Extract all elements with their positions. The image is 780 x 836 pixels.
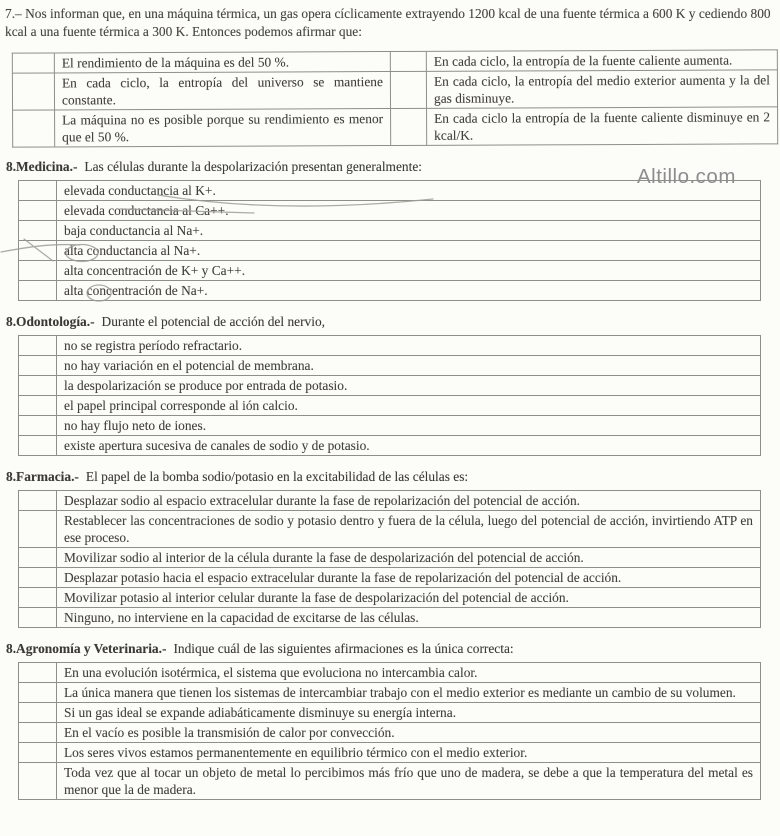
option-row	[19, 743, 761, 763]
option-row	[19, 511, 761, 548]
option-text: Restablecer las concentraciones de sodio y potasio dentro y fuera de la célula, luego del potencial de acción, invirtiendo ATP en ese proceso.	[57, 511, 761, 548]
option-row	[19, 261, 761, 281]
option-row	[19, 568, 761, 588]
option-row	[19, 396, 761, 416]
answer-box[interactable]	[12, 73, 54, 110]
section-label: 8.Agronomía y Veterinaria.-	[6, 641, 167, 656]
section-label: 8.Medicina.-	[6, 159, 78, 174]
agronomia-table-wrap	[18, 662, 760, 800]
farmacia-answer-table	[18, 490, 761, 628]
option-row	[19, 491, 761, 511]
option-text: el papel principal corresponde al ión calcio.	[57, 396, 761, 416]
answer-box[interactable]	[19, 743, 57, 763]
option-row	[19, 723, 761, 743]
answer-box[interactable]	[19, 261, 57, 281]
option-text: alta concentración de K+ y Ca++.	[57, 261, 761, 281]
option-text: En cada ciclo la entropía de la fuente caliente disminuye en 2 kcal/K.	[427, 107, 778, 146]
option-row	[19, 588, 761, 608]
medicina-table-wrap	[18, 180, 760, 301]
odontologia-answer-table	[18, 335, 761, 456]
answer-box[interactable]	[12, 53, 54, 73]
option-text: Movilizar potasio al interior celular durante la fase de despolarización del potencial de acción.	[57, 588, 761, 608]
answer-box[interactable]	[19, 588, 57, 608]
answer-box[interactable]	[19, 336, 57, 356]
table-row	[13, 107, 778, 147]
option-text: alta conductancia al Na+.	[57, 241, 761, 261]
option-text: no hay flujo neto de iones.	[57, 416, 761, 436]
answer-box[interactable]	[19, 491, 57, 511]
option-text: elevada conductancia al K+.	[57, 181, 761, 201]
option-text: La única manera que tienen los sistemas de intercambiar trabajo con el medio exterior es mediante un cambio de su volumen.	[57, 683, 761, 703]
option-text: no hay variación en el potencial de membrana.	[57, 356, 761, 376]
option-row	[19, 356, 761, 376]
option-row	[19, 221, 761, 241]
answer-box[interactable]	[19, 548, 57, 568]
answer-box[interactable]	[19, 723, 57, 743]
option-row	[19, 336, 761, 356]
option-row	[19, 663, 761, 683]
answer-box[interactable]	[19, 281, 57, 301]
answer-box[interactable]	[19, 396, 57, 416]
option-row	[19, 281, 761, 301]
section-label: 8.Odontología.-	[6, 314, 95, 329]
answer-box[interactable]	[19, 663, 57, 683]
answer-box[interactable]	[19, 436, 57, 456]
answer-box[interactable]	[390, 51, 426, 71]
option-row	[19, 201, 761, 221]
section-heading-farmacia	[6, 469, 774, 485]
option-text: Toda vez que al tocar un objeto de metal lo percibimos más frío que uno de madera, se debe a que la temperatura del metal es menor que la de madera.	[57, 763, 761, 800]
option-text: Si un gas ideal se expande adiabáticamente disminuye su energía interna.	[57, 703, 761, 723]
option-text: En cada ciclo, la entropía de la fuente caliente aumenta.	[426, 50, 777, 72]
option-text: Desplazar potasio hacia el espacio extracelular durante la fase de repolarización del potencial de acción.	[57, 568, 761, 588]
answer-box[interactable]	[19, 703, 57, 723]
option-text: Ninguno, no interviene en la capacidad de excitarse de las células.	[57, 608, 761, 628]
option-text: En cada ciclo, la entropía del universo se mantiene constante.	[54, 72, 390, 110]
option-text: elevada conductancia al Ca++.	[57, 201, 761, 221]
answer-box[interactable]	[19, 608, 57, 628]
answer-box[interactable]	[19, 201, 57, 221]
option-text: baja conductancia al Na+.	[57, 221, 761, 241]
answer-box[interactable]	[390, 71, 426, 108]
section-label: 8.Farmacia.-	[6, 469, 79, 484]
answer-box-marked[interactable]	[19, 241, 57, 261]
answer-box[interactable]	[19, 511, 57, 548]
option-text: Desplazar sodio al espacio extracelular durante la fase de repolarización del potencial de acción.	[57, 491, 761, 511]
question-7-answer-table	[12, 49, 778, 147]
answer-box[interactable]	[19, 683, 57, 703]
table-row	[12, 70, 777, 110]
question-7-statement: 7.– Nos informan que, en una máquina térmica, un gas opera cíclicamente extrayendo 1200 kcal de una fuente térmica a 600 K y cediendo 800 kcal a una fuente térmica a 300 K. Entonces podemos afirmar que:	[5, 6, 771, 39]
answer-box[interactable]	[19, 376, 57, 396]
option-text: la despolarización se produce por entrada de potasio.	[57, 376, 761, 396]
section-heading-agronomia-veterinaria	[6, 641, 774, 657]
option-row	[19, 376, 761, 396]
section-prompt: Las células durante la despolarización presentan generalmente:	[84, 159, 422, 174]
odontologia-table-wrap	[18, 335, 760, 456]
option-row	[19, 703, 761, 723]
option-row	[19, 608, 761, 628]
option-text: En una evolución isotérmica, el sistema que evoluciona no intercambia calor.	[57, 663, 761, 683]
option-row	[19, 763, 761, 800]
option-text: En cada ciclo, la entropía del medio exterior aumenta y la del gas disminuye.	[426, 70, 777, 109]
option-row	[19, 548, 761, 568]
option-text: Los seres vivos estamos permanentemente en equilibrio térmico con el medio exterior.	[57, 743, 761, 763]
option-text: En el vacío es posible la transmisión de calor por convección.	[57, 723, 761, 743]
option-text: existe apertura sucesiva de canales de sodio y de potasio.	[57, 436, 761, 456]
answer-box[interactable]	[13, 110, 55, 147]
option-row	[19, 683, 761, 703]
option-row	[19, 241, 761, 261]
section-prompt: El papel de la bomba sodio/potasio en la excitabilidad de las células es:	[85, 469, 469, 484]
option-row	[19, 436, 761, 456]
option-text: alta concentración de Na+.	[57, 281, 761, 301]
answer-box[interactable]	[19, 416, 57, 436]
option-text: La máquina no es posible porque su rendimiento es menor que el 50 %.	[55, 109, 391, 147]
option-row	[19, 416, 761, 436]
farmacia-table-wrap	[18, 490, 760, 628]
option-text: El rendimiento de la máquina es del 50 %.	[54, 52, 390, 73]
answer-box[interactable]	[19, 763, 57, 800]
answer-box[interactable]	[19, 568, 57, 588]
answer-box[interactable]	[19, 356, 57, 376]
answer-box[interactable]	[391, 108, 427, 145]
option-text: no se registra período refractario.	[57, 336, 761, 356]
option-text: Movilizar sodio al interior de la célula durante la fase de despolarización del potencial de acción.	[57, 548, 761, 568]
agronomia-answer-table	[18, 662, 761, 800]
answer-box[interactable]	[19, 221, 57, 241]
option-row	[19, 181, 761, 201]
section-prompt: Durante el potencial de acción del nervio,	[101, 314, 325, 329]
section-heading-odontologia	[6, 314, 774, 330]
section-prompt: Indique cuál de las siguientes afirmaciones es la única correcta:	[173, 641, 514, 656]
answer-box[interactable]	[19, 181, 57, 201]
medicina-answer-table	[18, 180, 761, 301]
altillo-watermark: Altillo.com	[637, 165, 736, 188]
